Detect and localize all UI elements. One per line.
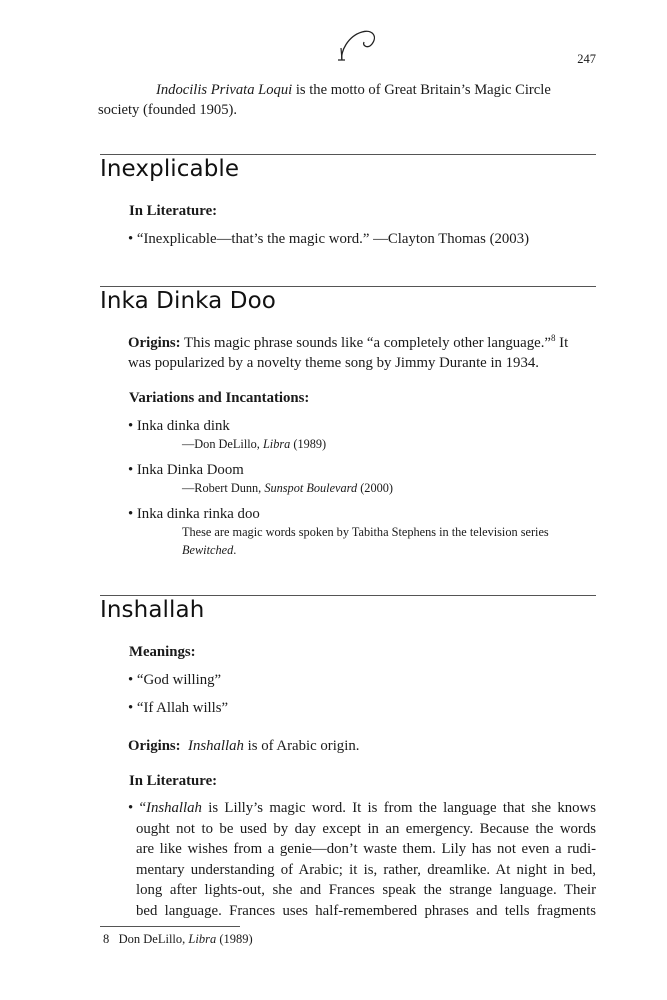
literature-quote-inshallah: • “Inshallah is Lilly’s magic word. It is from the language that she knows ought not to be used by day except in an emergency. Because the words are like wishes from a genie—don’t waste them. Lily has not even a rudi- mentary understanding of Arabic; it is, rather, dreamlike. At night in bed, long after lights-out, she and Frances speak the strange language. Their bed language. Frances uses half-remembered phrases and tells fragments [128, 800, 596, 919]
origins-paragraph-inshallah: Origins: Inshallah is of Arabic origin. [128, 738, 360, 754]
intro-text: is the motto of Great Britain’s Magic Circle [292, 82, 551, 98]
origins-paragraph-inka [128, 333, 598, 373]
subheading-variations: Variations and Incantations: [129, 390, 310, 406]
entry-title-inshallah: Inshallah [100, 597, 205, 623]
subheading-in-literature: In Literature: [129, 773, 218, 789]
subheading-meanings: Meanings: [129, 644, 196, 660]
variation-item: • Inka dinka dink [128, 418, 230, 434]
origins-text-tail: It [555, 335, 569, 351]
entry-divider [100, 595, 596, 596]
variation-note: These are magic words spoken by Tabitha Stephens in the television series Bewitched. [182, 525, 549, 557]
subheading-in-literature: In Literature: [129, 203, 218, 219]
variation-source: —Don DeLillo, Libra (1989) [182, 437, 327, 451]
entry-divider [100, 154, 596, 155]
footnote-divider [100, 926, 240, 927]
entry-divider [100, 286, 596, 287]
intro-text-line2: society (founded 1905). [98, 102, 238, 118]
motto-text: Indocilis Privata Loqui [156, 82, 293, 98]
variation-item: • Inka dinka rinka doo [128, 506, 260, 522]
variation-source: —Robert Dunn, Sunspot Boulevard (2000) [182, 481, 393, 495]
intro-paragraph [98, 80, 598, 120]
flourish-ornament-icon [330, 22, 390, 66]
origins-text-line2: was popularized by a novelty theme song by Jimmy Durante in 1934. [128, 355, 539, 371]
origins-label: Origins: [128, 335, 181, 351]
footnote: 8 Don DeLillo, Libra (1989) [103, 932, 253, 946]
quote-inexplicable: • “Inexplicable—that’s the magic word.” —Clayton Thomas (2003) [128, 231, 530, 247]
entry-title-inka-dinka-doo: Inka Dinka Doo [100, 288, 276, 314]
page-number: 247 [577, 52, 596, 66]
variation-item: • Inka Dinka Doom [128, 462, 244, 478]
origins-text: This magic phrase sounds like “a completely other language.” [180, 335, 551, 351]
footnote-number: 8 [103, 932, 110, 946]
meaning-item: • “God willing” [128, 672, 222, 688]
entry-title-inexplicable: Inexplicable [100, 156, 240, 182]
meaning-item: • “If Allah wills” [128, 700, 229, 716]
footnote-reference: 8 [550, 333, 556, 344]
